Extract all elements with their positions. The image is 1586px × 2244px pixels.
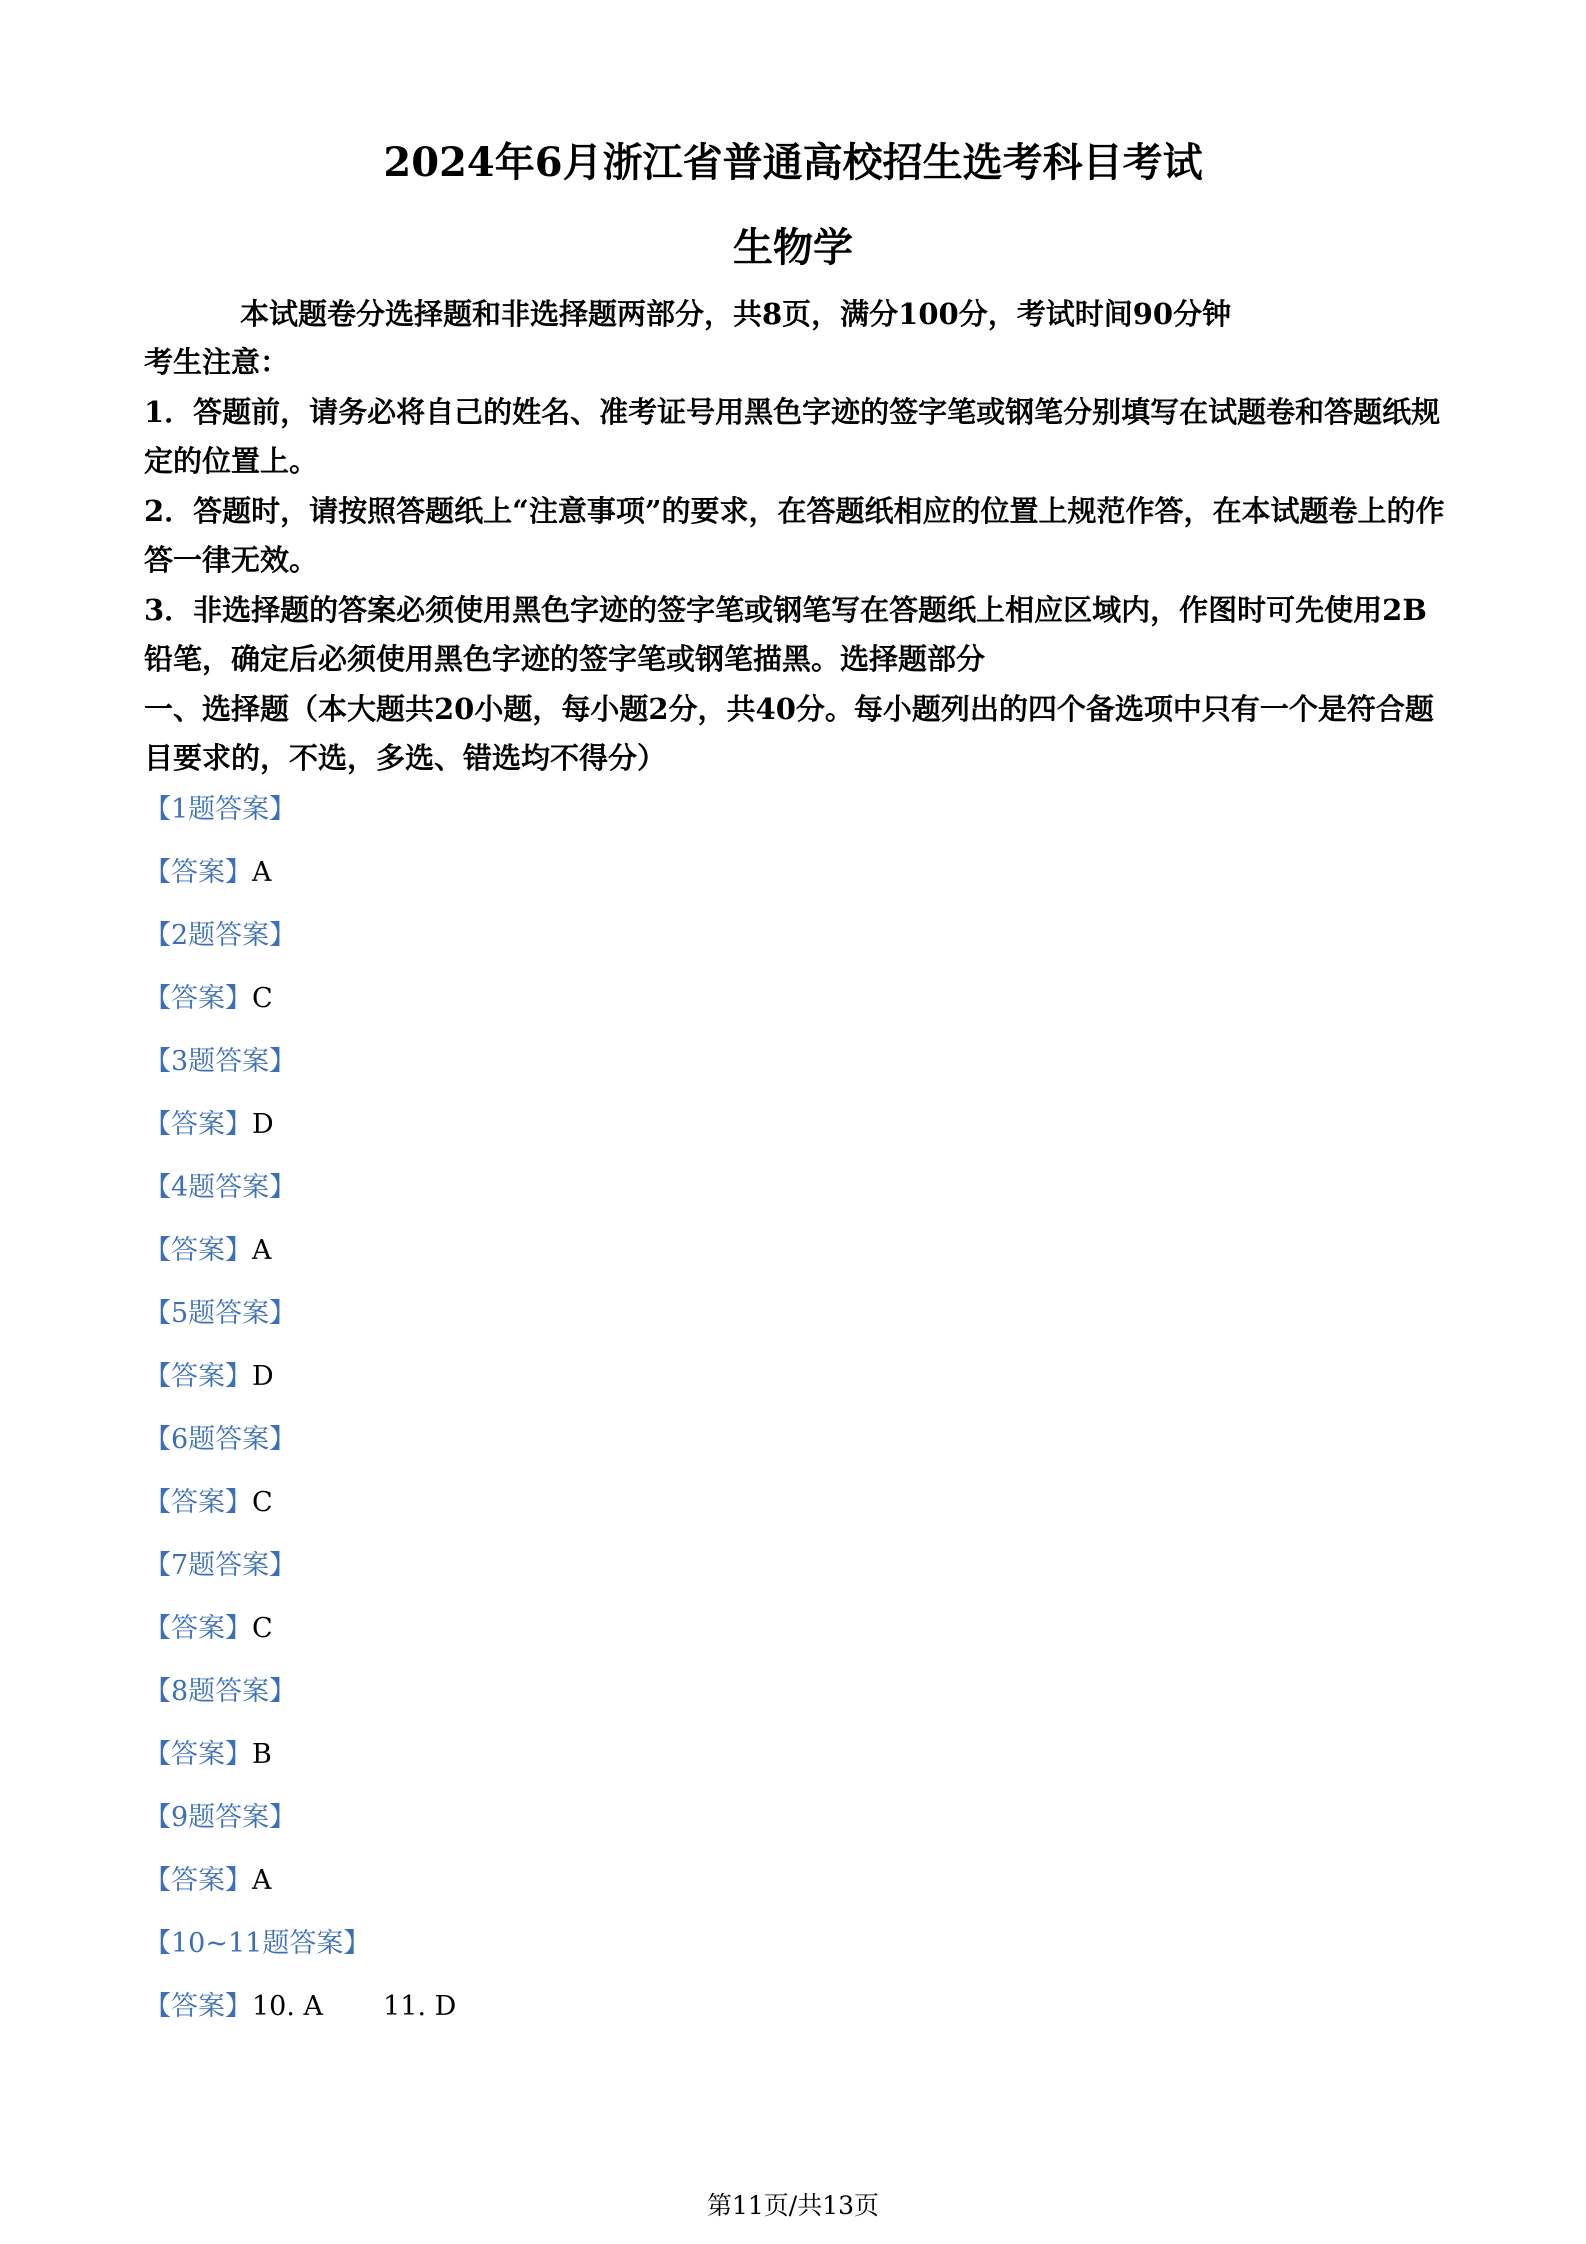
answer-row-6: [144, 1483, 1450, 1546]
answer-value: C: [252, 983, 273, 1014]
answer-label: 【答案】: [144, 1361, 252, 1392]
answer-value: D: [252, 1361, 274, 1392]
answer-row-8: [144, 1735, 1450, 1798]
notice-item: 1．答题前，请务必将自己的姓名、准考证号用黑色字迹的签字笔或钢笔分别填写在试题卷和答题纸规定的位置上。: [144, 395, 1441, 478]
answer-heading-3: [144, 1042, 1450, 1105]
notice-heading: 考生注意：: [144, 345, 290, 379]
answer-heading: 【8题答案】: [144, 1676, 297, 1707]
answer-heading-2: [144, 916, 1450, 979]
answer-label: 【答案】: [144, 1865, 252, 1896]
page-number: 第11页/共13页: [706, 2191, 880, 2220]
exam-title: 2024年6月浙江省普通高校招生选考科目考试: [383, 139, 1203, 186]
answer-row-3: [144, 1105, 1450, 1168]
answer-label: 【答案】: [144, 1235, 252, 1266]
answer-row-4: [144, 1231, 1450, 1294]
answer-label: 【答案】: [144, 983, 252, 1014]
answer-heading-7: [144, 1546, 1450, 1609]
answer-heading: 【10~11题答案】: [144, 1928, 371, 1959]
answer-label: 【答案】: [144, 1487, 252, 1518]
answer-row-9: [144, 1861, 1450, 1924]
answer-heading: 【4题答案】: [144, 1172, 297, 1203]
answer-label: 【答案】: [144, 1991, 252, 2022]
answer-label: 【答案】: [144, 1613, 252, 1644]
answer-heading-4: [144, 1168, 1450, 1231]
answer-heading: 【3题答案】: [144, 1046, 297, 1077]
answer-row-2: [144, 979, 1450, 1042]
answer-label: 【答案】: [144, 1109, 252, 1140]
answer-value: C: [252, 1487, 273, 1518]
answer-value: D: [252, 1109, 274, 1140]
answer-heading: 【7题答案】: [144, 1550, 297, 1581]
answer-value: A: [252, 857, 272, 888]
answer-heading: 【5题答案】: [144, 1298, 297, 1329]
answer-heading-8: [144, 1672, 1450, 1735]
answer-heading: 【9题答案】: [144, 1802, 297, 1833]
answer-list: [144, 790, 1450, 2050]
answer-label: 【答案】: [144, 857, 252, 888]
answer-heading: 【1题答案】: [144, 794, 297, 825]
section-heading: 一、选择题（本大题共20小题，每小题2分，共40分。每小题列出的四个备选项中只有一个是符合题目要求的，不选，多选、错选均不得分）: [144, 692, 1434, 775]
answer-row-5: [144, 1357, 1450, 1420]
answer-value: C: [252, 1613, 273, 1644]
answer-row-7: [144, 1609, 1450, 1672]
answer-heading-9: [144, 1798, 1450, 1861]
answer-heading-6: [144, 1420, 1450, 1483]
answer-heading: 【2题答案】: [144, 920, 297, 951]
answer-heading: 【6题答案】: [144, 1424, 297, 1455]
notice-item: 2．答题时，请按照答题纸上“注意事项”的要求，在答题纸相应的位置上规范作答，在本试题卷上的作答一律无效。: [144, 494, 1445, 577]
answer-heading-5: [144, 1294, 1450, 1357]
answer-row-1: [144, 853, 1450, 916]
answer-heading-1: [144, 790, 1450, 853]
answer-heading-10-11: [144, 1924, 1450, 1987]
notice-item: 3．非选择题的答案必须使用黑色字迹的签字笔或钢笔写在答题纸上相应区域内，作图时可先使用2B铅笔，确定后必须使用黑色字迹的签字笔或钢笔描黑。选择题部分: [144, 593, 1427, 676]
answer-value: A: [252, 1235, 272, 1266]
answer-row-10-11: [144, 1987, 1450, 2050]
answer-value: 10. A 11. D: [252, 1991, 457, 2022]
subject-title: 生物学: [733, 224, 853, 271]
exam-summary: 本试题卷分选择题和非选择题两部分，共8页，满分100分，考试时间90分钟: [240, 297, 1232, 331]
answer-label: 【答案】: [144, 1739, 252, 1770]
answer-value: B: [252, 1739, 272, 1770]
answer-value: A: [252, 1865, 272, 1896]
